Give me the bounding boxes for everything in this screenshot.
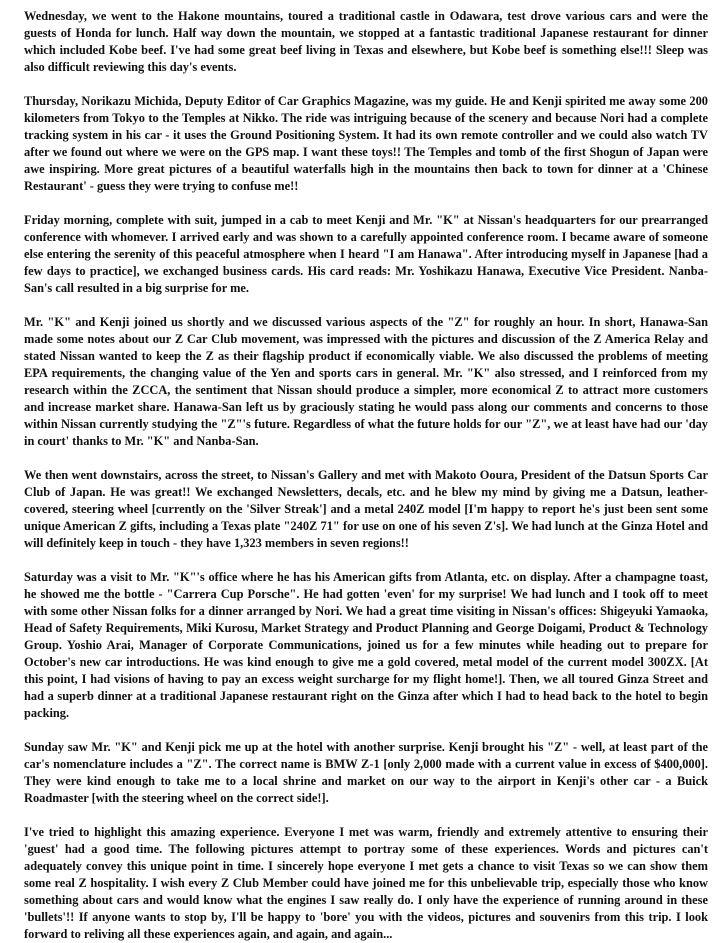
paragraph-thursday: Thursday, Norikazu Michida, Deputy Editor of Car Graphics Magazine, was my guide. He and Kenji spirited me away some 200 kilometers from Tokyo to the Temples at Nikko. The ride was intriguing because of the scenery and because Nori had a complete tracking system in his car - it uses the Ground Positioning System. It had its own remote controller and we could also watch TV after we found out where we were on the GPS map. I want these toys!! The Temples and tomb of the first Shogun of Japan were awe inspiring. More great pictures of a beautiful waterfalls high in the mountains then back to town for dinner at a 'Chinese Restaurant' - guess they were trying to confuse me!!: [24, 94, 708, 193]
paragraph-wednesday: Wednesday, we went to the Hakone mountains, toured a traditional castle in Odawara, test drove various cars and were the guests of Honda for lunch. Half way down the mountain, we stopped at a fantastic traditional Japanese restaurant for dinner which included Kobe beef. I've had some great beef living in Texas and elsewhere, but Kobe beef is something else!!! Sleep was also difficult reviewing this day's events.: [24, 9, 708, 74]
paragraph-gallery: We then went downstairs, across the street, to Nissan's Gallery and met with Makoto Ooura, President of the Datsun Sports Car Club of Japan. He was great!! We exchanged Newsletters, decals, etc. and he blew my mind by giving me a Datsun, leather-covered, steering wheel [currently on the 'Silver Streak'] and a metal 240Z model [I'm happy to report he's just been sent some unique American Z gifts, including a Texas plate "240Z 71" for use on one of his seven Z's]. We had lunch at the Ginza Hotel and will definitely keep in touch - they have 1,323 members in seven regions!!: [24, 468, 708, 550]
paragraph-friday: Friday morning, complete with suit, jumped in a cab to meet Kenji and Mr. "K" at Nissan's headquarters for our prearranged conference with whomever. I arrived early and was shown to a carefully appointed conference room. I became aware of someone else entering the serenity of this peaceful atmosphere when I heard "I am Hanawa". After introducing myself in Japanese [had a few days to practice], we exchanged business cards. His card reads: Mr. Yoshikazu Hanawa, Executive Vice President. Nanba-San's call resulted in a big surprise for me.: [24, 213, 708, 295]
paragraph-meeting: Mr. "K" and Kenji joined us shortly and we discussed various aspects of the "Z" for roughly an hour. In short, Hanawa-San made some notes about our Z Car Club movement, was impressed with the pictures and discussion of the Z America Relay and stated Nissan wanted to keep the Z as their flagship product if economically viable. We also discussed the problems of meeting EPA requirements, the changing value of the Yen and sports cars in general. Mr. "K" also stressed, and I reinforced from my research within the ZCCA, the sentiment that Nissan should produce a simpler, more economical Z to attract more customers and increase market share. Hanawa-San left us by graciously stating he would pass along our comments and concerns to those within Nissan currently studying the "Z"'s future. Regardless of what the future holds for our "Z", we at least have had our 'day in court' thanks to Mr. "K" and Nanba-San.: [24, 315, 708, 448]
document-page: [24, 8, 708, 943]
paragraph-sunday: Sunday saw Mr. "K" and Kenji pick me up at the hotel with another surprise. Kenji brought his "Z" - well, at least part of the car's nomenclature includes a "Z". The correct name is BMW Z-1 [only 2,000 made with a current value in excess of $400,000]. They were kind enough to take me to a local shrine and market on our way to the airport in Kenji's other car - a Buick Roadmaster [with the steering wheel on the correct side!].: [24, 740, 708, 805]
paragraph-closing: I've tried to highlight this amazing experience. Everyone I met was warm, friendly and extremely attentive to ensuring their 'guest' had a good time. The following pictures attempt to portray some of these experiences. Words and pictures can't adequately convey this unique point in time. I sincerely hope everyone I met gets a chance to visit Texas so we can show them some real Z hospitality. I wish every Z Club Member could have joined me for this unbelievable trip, especially those who know something about cars and would know what the engines I saw really do. I only have the experience of running around in these 'bullets'!! If anyone wants to stop by, I'll be happy to 'bore' you with the videos, pictures and souvenirs from this trip. I look forward to reliving all these experiences again, and again, and again...: [24, 825, 708, 941]
paragraph-saturday: Saturday was a visit to Mr. "K"'s office where he has his American gifts from Atlanta, etc. on display. After a champagne toast, he showed me the bottle - "Carrera Cup Porsche". He had gotten 'even' for my surprise! We had lunch and I took off to meet with some other Nissan folks for a dinner arranged by Nori. We had a great time visiting in Nissan's offices: Shigeyuki Yamaoka, Head of Safety Requirements, Miki Kurosu, Market Strategy and Product Planning and George Doigami, Product & Technology Group. Yoshio Arai, Manager of Corporate Communications, joined us for a few minutes while heading out to prepare for October's new car introductions. He was kind enough to give me a gold covered, metal model of the current model 300ZX. [At this point, I had visions of having to pay an excess weight surcharge for my flight home!]. Then, we all toured Ginza Street and had a superb dinner at a traditional Japanese restaurant right on the Ginza after which I had to head back to the hotel to begin packing.: [24, 570, 708, 720]
